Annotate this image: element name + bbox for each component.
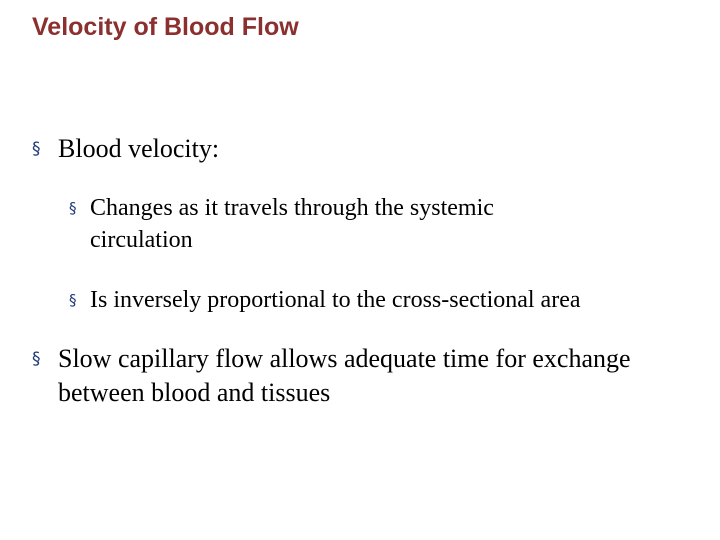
bullet-marker: § (69, 291, 77, 309)
bullet-text: Is inversely proportional to the cross-sectional area (90, 287, 581, 313)
bullet-marker: § (69, 199, 77, 217)
bullet-slow-capillary-flow (32, 342, 632, 410)
bullet-marker: § (32, 349, 41, 369)
bullet-marker: § (32, 139, 41, 159)
bullet-blood-velocity (32, 132, 682, 166)
slide-title: Velocity of Blood Flow (32, 13, 299, 41)
bullet-text: Slow capillary flow allows adequate time for exchange between blood and tissues (58, 344, 631, 407)
sub-bullet-changes (69, 192, 589, 256)
sub-bullet-inversely-proportional (69, 284, 709, 316)
bullet-text: Blood velocity: (58, 134, 220, 163)
bullet-text: Changes as it travels through the systemic circulation (90, 195, 494, 253)
